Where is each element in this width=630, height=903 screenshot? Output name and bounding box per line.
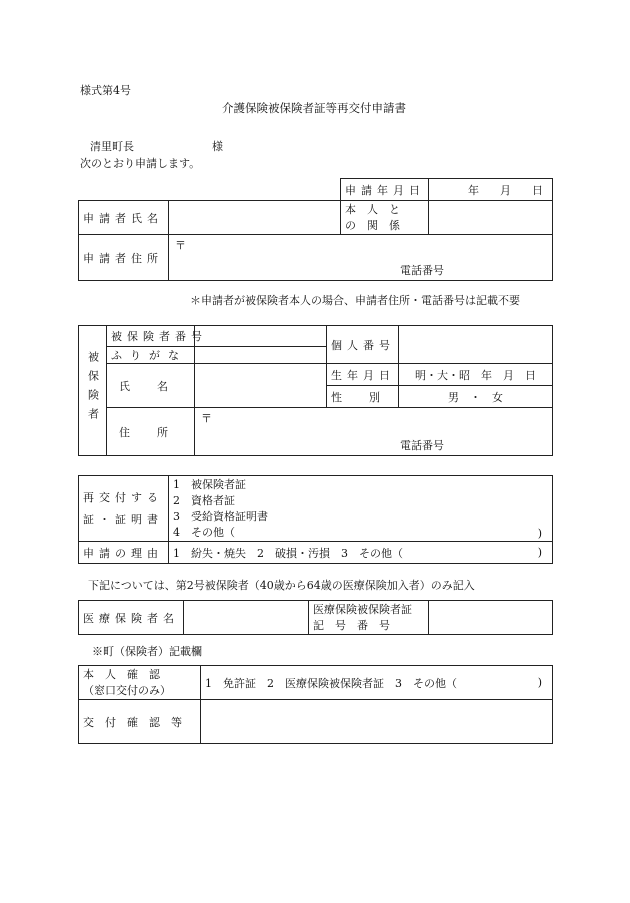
- identity-check-label: 本 人 確 認 （窓口交付のみ）: [79, 666, 201, 700]
- birth-date-field[interactable]: 明・大・昭 年 月 日: [399, 364, 553, 386]
- reissue-table: [78, 475, 553, 564]
- insured-postal-mark: 〒: [201, 412, 212, 425]
- insured-side-label: 被保険者: [79, 326, 107, 456]
- insured-name-field[interactable]: [195, 364, 327, 408]
- delivery-confirm-label: 交 付 確 認 等: [79, 700, 201, 744]
- insured-table: [78, 325, 553, 456]
- reason-close-paren: ): [537, 546, 542, 559]
- applicant-table: [78, 178, 553, 281]
- applicant-phone-label: 電話番号: [400, 264, 444, 277]
- identity-check-options[interactable]: 1 免許証 2 医療保険被保険者証 3 その他（ ): [201, 666, 553, 700]
- applicant-note: ＊申請者が被保険者本人の場合、申請者住所・電話番号は記載不要: [190, 294, 520, 307]
- furigana-field[interactable]: [195, 347, 327, 364]
- reissue-close-paren: ): [537, 527, 542, 540]
- reason-options[interactable]: 1 紛失・焼失 2 破損・汚損 3 その他（ ): [169, 542, 553, 564]
- furigana-label: ふりがな: [107, 347, 195, 364]
- reissue-options: [169, 476, 553, 542]
- individual-number-field[interactable]: [399, 326, 553, 364]
- birth-date-label: 生年月日: [327, 364, 399, 386]
- sex-label: 性 別: [327, 386, 399, 408]
- insured-name-label: 氏 名: [107, 364, 195, 408]
- form-number: 様式第4号: [80, 84, 131, 97]
- addressee: 清里町長: [90, 140, 134, 153]
- office-heading: ※町（保険者）記載欄: [92, 645, 202, 658]
- honorific: 様: [212, 140, 223, 153]
- reissue-label: 再交付する 証・証明書: [79, 476, 169, 542]
- insurer-name-label: 医療保険者名: [79, 601, 184, 635]
- relation-label: 本 人 と の 関 係: [341, 201, 429, 235]
- office-table: [78, 665, 553, 744]
- relation-field[interactable]: [429, 201, 553, 235]
- insurer-name-field[interactable]: [184, 601, 309, 635]
- medical-insurance-table: [78, 600, 553, 635]
- reason-label: 申請の理由: [79, 542, 169, 564]
- insured-number-label: 被保険者番号: [107, 326, 195, 347]
- insured-address-label: 住 所: [107, 408, 195, 456]
- insured-number-field[interactable]: [195, 326, 327, 347]
- applicant-address-label: 申請者住所: [79, 235, 169, 281]
- applicant-address-field[interactable]: [169, 235, 553, 281]
- insured-phone-label: 電話番号: [400, 439, 444, 452]
- delivery-confirm-field[interactable]: [201, 700, 553, 744]
- postal-mark: 〒: [175, 239, 186, 252]
- identity-close-paren: ): [537, 676, 542, 689]
- form-title: 介護保険被保険者証等再交付申請書: [222, 101, 406, 115]
- application-date-field[interactable]: 年 月 日: [429, 179, 553, 201]
- intro-text: 次のとおり申請します。: [80, 157, 201, 170]
- insurance-card-label: 医療保険被保険者証 記 号 番 号: [309, 601, 429, 635]
- insurance-card-field[interactable]: [429, 601, 553, 635]
- sex-field[interactable]: 男 ・ 女: [399, 386, 553, 408]
- insured-address-field[interactable]: [195, 408, 553, 456]
- reissue-option-1[interactable]: 1 被保険者証: [173, 477, 246, 491]
- applicant-name-label: 申請者氏名: [79, 201, 169, 235]
- application-date-label: 申請年月日: [341, 179, 429, 201]
- reissue-option-2[interactable]: 2 資格者証: [173, 493, 235, 507]
- reissue-option-4[interactable]: 4 その他（: [173, 525, 235, 539]
- applicant-name-field[interactable]: [169, 201, 341, 235]
- reissue-option-3[interactable]: 3 受給資格証明書: [173, 509, 268, 523]
- second-insured-note: 下記については、第2号被保険者（40歳から64歳の医療保険加入者）のみ記入: [88, 579, 475, 592]
- individual-number-label: 個人番号: [327, 326, 399, 364]
